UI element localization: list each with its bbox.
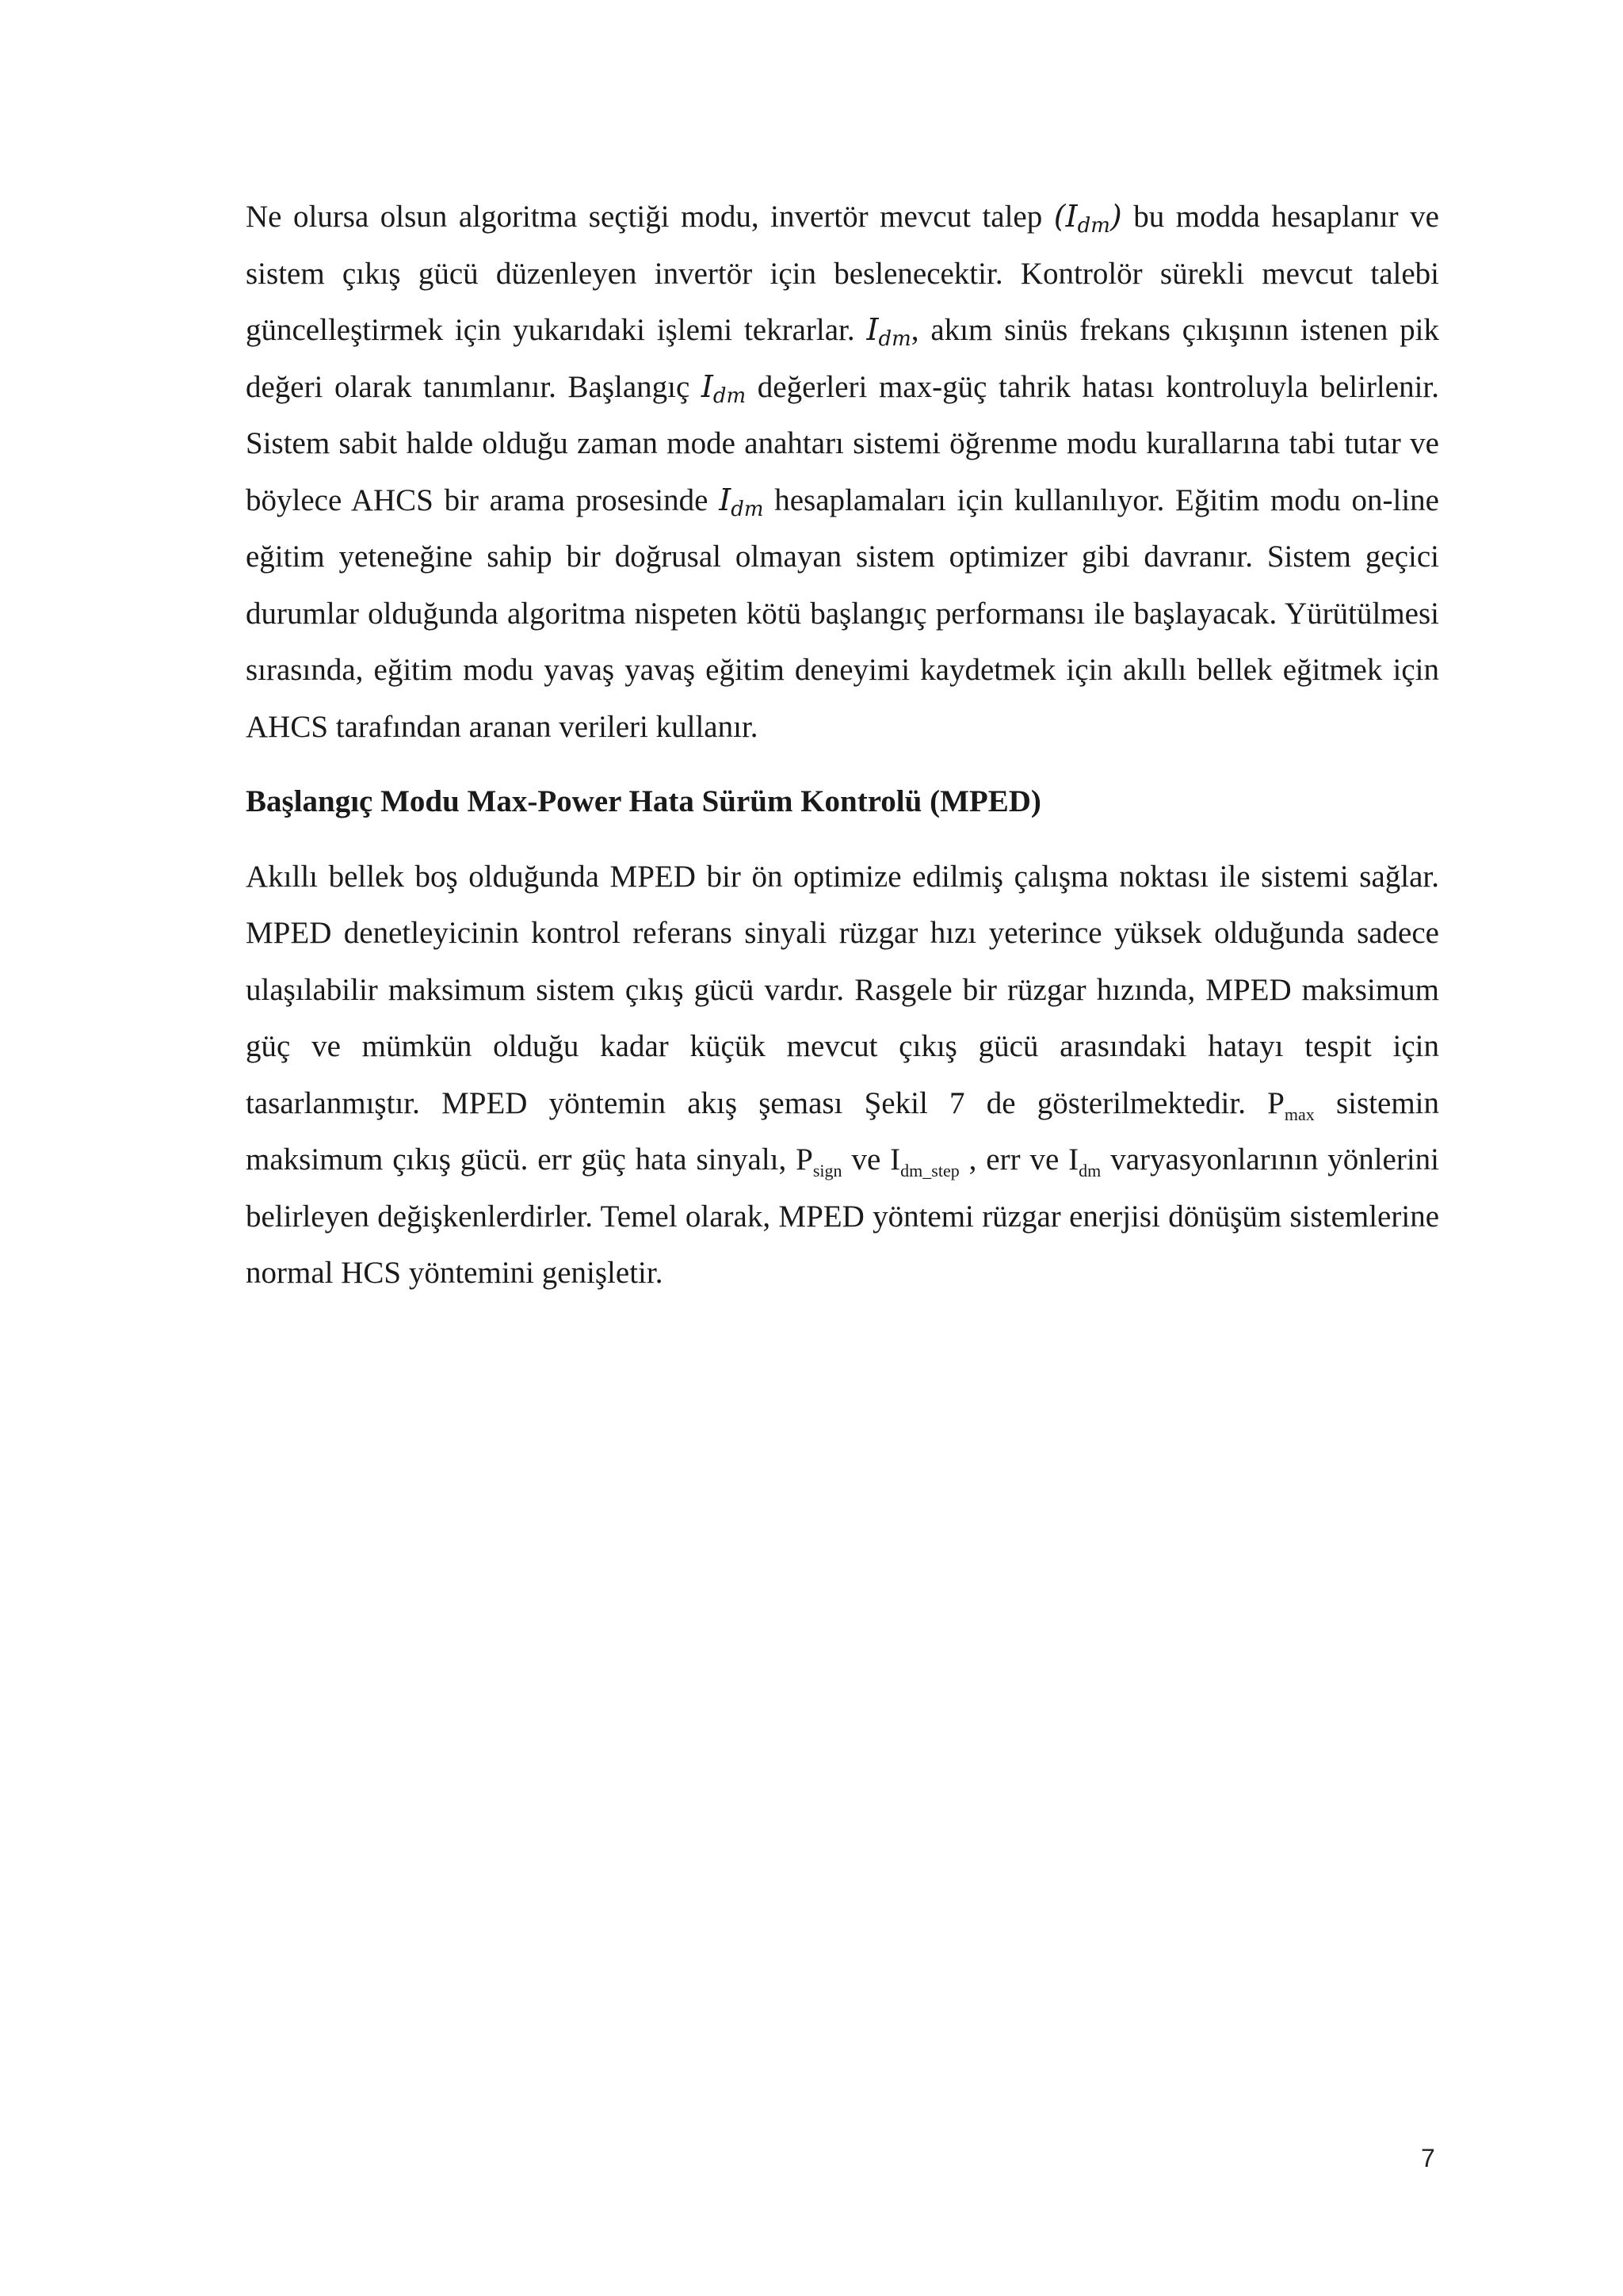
math-idm: $(I_{dm})$	[1053, 199, 1122, 238]
subscript-sign: sign	[812, 1161, 842, 1180]
text-segment: Akıllı bellek boş olduğunda MPED bir ön optimize edilmiş çalışma noktası ile sistemi sağlar. MPED denetleyicinin kontrol referans sinyali rüzgar hızı yeterince yüksek olduğunda sadece ulaşılabilir maksimum sistem çıkış gücü vardır. Rasgele bir rüzgar hızında, MPED maksimum güç ve mümkün olduğu kadar küçük mevcut çıkış gücü arasındaki hatayı tespit için tasarlanmıştır. MPED yöntemin akış şeması Şekil 7 de gösterilmektedir. P	[246, 859, 1439, 1120]
math-idm: $I_{dm}$	[701, 368, 747, 408]
text-segment: ve I	[842, 1142, 901, 1177]
text-segment: değerleri max-güç tahrik hatası kontroluyla belirlenir. Sistem sabit halde olduğu zaman mode anahtarı sistemi öğrenme modu kurallarına tabi tutar ve böylece AHCS bir arama prosesinde	[246, 369, 1439, 517]
math-idm: $I_{dm}$	[719, 482, 764, 521]
page-number: 7	[1421, 2144, 1435, 2172]
text-segment: Ne olursa olsun algoritma seçtiği modu, invertör mevcut talep	[246, 200, 1054, 234]
subscript-dm: dm	[1079, 1161, 1102, 1180]
text-segment: , akım sinüs frekans çıkışının istenen pik değeri olarak tanımlanır. Başlangıç	[246, 313, 1440, 404]
text-segment: sistemin maksimum çıkış gücü. err güç hata sinyalı, P	[246, 1085, 1439, 1177]
math-idm: $I_{dm}$	[866, 312, 911, 351]
text-segment: bu modda hesaplanır ve sistem çıkış gücü düzenleyen invertör için beslenecektir. Kontrolör sürekli mevcut talebi güncelleştirmek için yukarıdaki işlemi tekrarlar.	[246, 200, 1439, 347]
paragraph-mped	[246, 849, 1439, 1302]
subscript-dm-step: dm_step	[900, 1161, 960, 1180]
text-segment: varyasyonlarının yönlerini belirleyen değişkenlerdirler. Temel olarak, MPED yöntemi rüzgar enerjisi dönüşüm sistemlerine normal HCS yöntemini genişletir.	[246, 1142, 1439, 1290]
text-segment: , err ve I	[959, 1142, 1079, 1177]
document-page	[246, 189, 1439, 1302]
paragraph-inverter-current-demand	[246, 189, 1439, 755]
subscript-max: max	[1284, 1104, 1315, 1124]
text-segment: hesaplamaları için kullanılıyor. Eğitim modu on-line eğitim yeteneğine sahip bir doğrusal olmayan sistem optimizer gibi davranır. Sistem geçici durumlar olduğunda algoritma nispeten kötü başlangıç performansı ile başlayacak. Yürütülmesi sırasında, eğitim modu yavaş yavaş eğitim deneyimi kaydetmek için akıllı bellek eğitmek için AHCS tarafından aranan verileri kullanır.	[246, 482, 1439, 744]
section-heading: Başlangıç Modu Max-Power Hata Sürüm Kontrolü (MPED)	[246, 784, 1041, 818]
